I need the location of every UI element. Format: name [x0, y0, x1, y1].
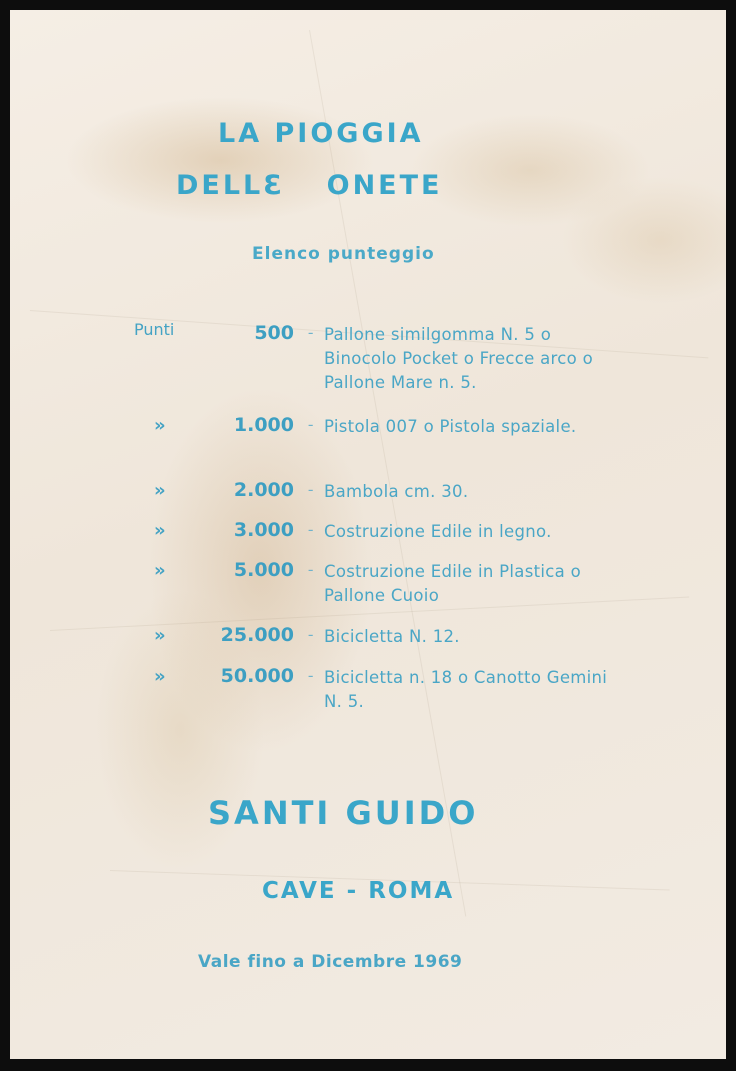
prize-description: Bambola cm. 30. — [324, 482, 469, 501]
prize-description: Costruzione Edile in Plastica o Pallone Cuoio — [324, 562, 581, 605]
points-value: 2.000 — [233, 479, 294, 501]
row-separator: - — [308, 481, 314, 498]
points-value: 50.000 — [220, 665, 294, 687]
prize-description: Pistola 007 o Pistola spaziale. — [324, 417, 577, 436]
prize-description: Pallone similgomma N. 5 o Binocolo Pocket o Frecce arco o Pallone Mare n. 5. — [324, 325, 593, 392]
row-separator: - — [308, 626, 314, 643]
prize-description: Bicicletta n. 18 o Canotto Gemini N. 5. — [324, 668, 608, 711]
row-marker: » — [154, 560, 166, 581]
points-value: 25.000 — [220, 624, 294, 646]
row-marker: » — [154, 415, 166, 436]
prize-description: Bicicletta N. 12. — [324, 627, 460, 646]
brand-name: SANTI GUIDO — [208, 794, 479, 832]
row-separator: - — [308, 561, 314, 578]
prize-description: Costruzione Edile in legno. — [324, 522, 552, 541]
points-value: 3.000 — [233, 519, 294, 541]
row-separator: - — [308, 324, 314, 341]
paper-crease — [309, 30, 466, 917]
paper-sheet — [10, 10, 726, 1059]
subtitle: Elenco punteggio — [252, 244, 435, 264]
row-marker: » — [154, 520, 166, 541]
validity-note: Vale fino a Dicembre 1969 — [198, 952, 463, 972]
punti-label: Punti — [134, 320, 175, 339]
row-marker: » — [154, 625, 166, 646]
points-value: 5.000 — [233, 559, 294, 581]
points-value: 1.000 — [233, 414, 294, 436]
row-separator: - — [308, 521, 314, 538]
title-line-2: DELLƐ ONETE — [176, 170, 443, 201]
row-marker: » — [154, 666, 166, 687]
points-value: 500 — [254, 322, 294, 344]
row-marker: » — [154, 480, 166, 501]
row-separator: - — [308, 416, 314, 433]
row-separator: - — [308, 667, 314, 684]
location: CAVE - ROMA — [262, 878, 455, 904]
title-line-1: LA PIOGGIA — [218, 118, 424, 149]
